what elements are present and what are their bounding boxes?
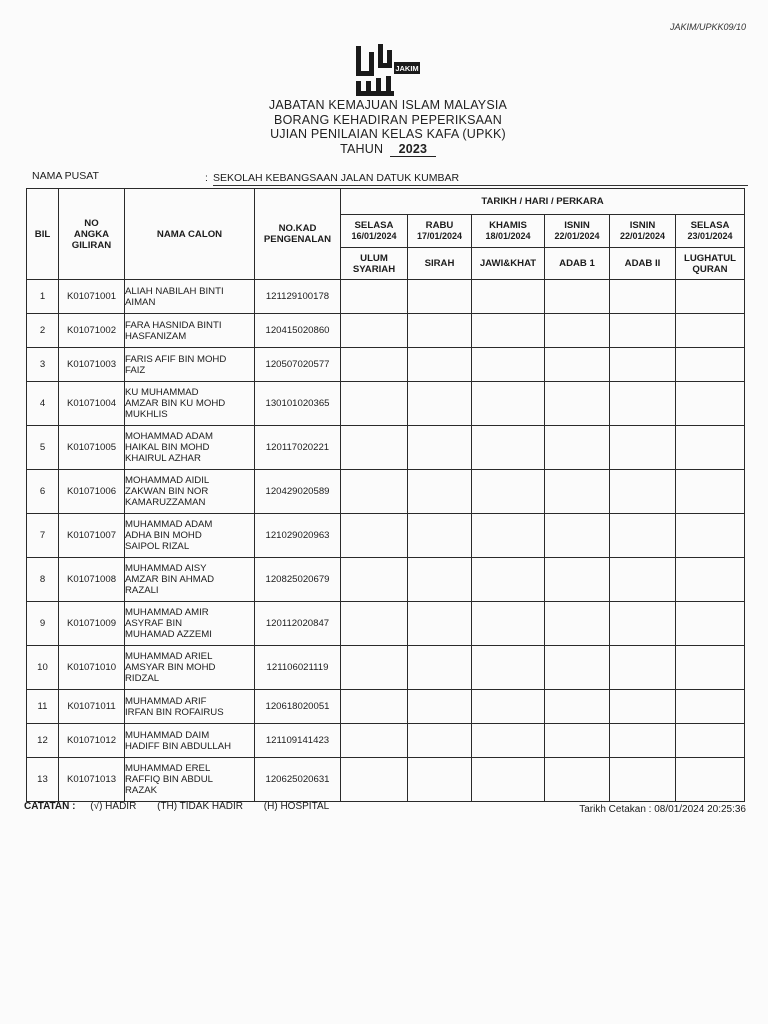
attendance-cell — [545, 470, 610, 514]
attendance-cell — [472, 280, 545, 314]
candidate-row — [27, 724, 745, 758]
candidate-number: K01071013 — [59, 758, 125, 802]
candidate-name: MUHAMMAD AMIR ASYRAF BIN MUHAMAD AZZEMI — [125, 602, 255, 646]
attendance-cell — [545, 314, 610, 348]
candidate-row — [27, 382, 745, 426]
ic-number: 121109141423 — [255, 724, 341, 758]
attendance-cell — [472, 724, 545, 758]
exam-subject-header: ADAB II — [610, 248, 676, 280]
row-number: 11 — [27, 690, 59, 724]
exam-day-header: SELASA 16/01/2024 — [341, 215, 408, 248]
center-name-separator: : — [205, 172, 208, 184]
row-number: 7 — [27, 514, 59, 558]
attendance-cell — [341, 558, 408, 602]
row-number: 2 — [27, 314, 59, 348]
candidate-number: K01071010 — [59, 646, 125, 690]
attendance-cell — [408, 514, 472, 558]
candidate-number: K01071009 — [59, 602, 125, 646]
attendance-cell — [408, 470, 472, 514]
header-date-group: TARIKH / HARI / PERKARA — [341, 189, 745, 215]
ic-number: 121129100178 — [255, 280, 341, 314]
candidate-name: MUHAMMAD AISY AMZAR BIN AHMAD RAZALI — [125, 558, 255, 602]
candidate-number: K01071006 — [59, 470, 125, 514]
attendance-cell — [545, 724, 610, 758]
attendance-cell — [545, 426, 610, 470]
attendance-cell — [676, 470, 745, 514]
candidate-row — [27, 558, 745, 602]
attendance-cell — [341, 280, 408, 314]
candidate-row — [27, 758, 745, 802]
candidate-number: K01071002 — [59, 314, 125, 348]
candidate-name: FARA HASNIDA BINTI HASFANIZAM — [125, 314, 255, 348]
attendance-cell — [408, 348, 472, 382]
candidate-name: MUHAMMAD ARIF IRFAN BIN ROFAIRUS — [125, 690, 255, 724]
attendance-cell — [341, 758, 408, 802]
attendance-cell — [610, 724, 676, 758]
attendance-cell — [472, 514, 545, 558]
candidate-row — [27, 314, 745, 348]
header-agency: JABATAN KEMAJUAN ISLAM MALAYSIA — [268, 98, 508, 112]
candidate-row — [27, 646, 745, 690]
candidate-name: MOHAMMAD AIDIL ZAKWAN BIN NOR KAMARUZZAMAN — [125, 470, 255, 514]
attendance-cell — [676, 514, 745, 558]
row-number: 3 — [27, 348, 59, 382]
candidate-name: MOHAMMAD ADAM HAIKAL BIN MOHD KHAIRUL AZHAR — [125, 426, 255, 470]
attendance-cell — [472, 314, 545, 348]
note-label: CATATAN : — [24, 801, 76, 812]
attendance-cell — [408, 558, 472, 602]
exam-subject-header: ULUM SYARIAH — [341, 248, 408, 280]
header-year-line — [340, 142, 436, 158]
candidate-name: ALIAH NABILAH BINTI AIMAN — [125, 280, 255, 314]
row-number: 6 — [27, 470, 59, 514]
attendance-cell — [341, 602, 408, 646]
legend-hadir: (√) HADIR — [90, 801, 137, 812]
candidate-number: K01071005 — [59, 426, 125, 470]
attendance-cell — [676, 382, 745, 426]
svg-text:JAKIM: JAKIM — [395, 64, 419, 73]
attendance-cell — [408, 280, 472, 314]
attendance-cell — [545, 348, 610, 382]
candidate-name: MUHAMMAD ADAM ADHA BIN MOHD SAIPOL RIZAL — [125, 514, 255, 558]
attendance-cell — [545, 646, 610, 690]
exam-day-header: ISNIN 22/01/2024 — [610, 215, 676, 248]
attendance-cell — [472, 348, 545, 382]
candidate-row — [27, 426, 745, 470]
attendance-cell — [610, 690, 676, 724]
year-label: TAHUN — [340, 141, 384, 156]
attendance-cell — [408, 646, 472, 690]
attendance-cell — [676, 602, 745, 646]
attendance-cell — [408, 382, 472, 426]
exam-day-header: ISNIN 22/01/2024 — [545, 215, 610, 248]
ic-number: 120507020577 — [255, 348, 341, 382]
attendance-cell — [472, 690, 545, 724]
header-exam-title: UJIAN PENILAIAN KELAS KAFA (UPKK) — [270, 127, 506, 141]
attendance-cell — [472, 558, 545, 602]
print-timestamp: Tarikh Cetakan : 08/01/2024 20:25:36 — [579, 804, 746, 815]
legend-note — [24, 801, 347, 812]
candidate-name: MUHAMMAD ARIEL AMSYAR BIN MOHD RIDZAL — [125, 646, 255, 690]
attendance-cell — [545, 690, 610, 724]
ic-number: 121029020963 — [255, 514, 341, 558]
ic-number: 120112020847 — [255, 602, 341, 646]
candidate-name: KU MUHAMMAD AMZAR BIN KU MOHD MUKHLIS — [125, 382, 255, 426]
attendance-cell — [545, 558, 610, 602]
attendance-cell — [472, 426, 545, 470]
attendance-cell — [545, 602, 610, 646]
ic-number: 120415020860 — [255, 314, 341, 348]
candidate-row — [27, 470, 745, 514]
attendance-cell — [676, 426, 745, 470]
ic-number: 120625020631 — [255, 758, 341, 802]
row-number: 1 — [27, 280, 59, 314]
attendance-cell — [676, 558, 745, 602]
attendance-cell — [341, 724, 408, 758]
attendance-cell — [610, 514, 676, 558]
center-name-value: SEKOLAH KEBANGSAAN JALAN DATUK KUMBAR — [213, 172, 748, 186]
attendance-cell — [676, 314, 745, 348]
header-nama-calon: NAMA CALON — [125, 189, 255, 280]
candidate-row — [27, 602, 745, 646]
attendance-cell — [610, 426, 676, 470]
attendance-cell — [610, 314, 676, 348]
attendance-cell — [408, 758, 472, 802]
candidate-number: K01071001 — [59, 280, 125, 314]
ic-number: 120825020679 — [255, 558, 341, 602]
attendance-cell — [472, 602, 545, 646]
attendance-cell — [610, 382, 676, 426]
attendance-cell — [341, 426, 408, 470]
attendance-cell — [408, 690, 472, 724]
candidate-number: K01071008 — [59, 558, 125, 602]
header-kad-pengenalan: NO.KAD PENGENALAN — [255, 189, 341, 280]
exam-subject-header: LUGHATUL QURAN — [676, 248, 745, 280]
attendance-cell — [341, 348, 408, 382]
attendance-cell — [545, 382, 610, 426]
attendance-cell — [610, 758, 676, 802]
candidate-row — [27, 690, 745, 724]
year-value: 2023 — [390, 142, 436, 158]
attendance-cell — [676, 348, 745, 382]
attendance-cell — [610, 348, 676, 382]
ic-number: 120429020589 — [255, 470, 341, 514]
candidate-name: MUHAMMAD EREL RAFFIQ BIN ABDUL RAZAK — [125, 758, 255, 802]
header-giliran: NO ANGKA GILIRAN — [59, 189, 125, 280]
ic-number: 120117020221 — [255, 426, 341, 470]
row-number: 4 — [27, 382, 59, 426]
attendance-cell — [610, 602, 676, 646]
attendance-cell — [676, 280, 745, 314]
jakim-logo — [354, 42, 424, 98]
candidate-number: K01071011 — [59, 690, 125, 724]
attendance-cell — [472, 646, 545, 690]
ic-number: 130101020365 — [255, 382, 341, 426]
candidate-name: MUHAMMAD DAIM HADIFF BIN ABDULLAH — [125, 724, 255, 758]
attendance-cell — [545, 280, 610, 314]
attendance-cell — [610, 470, 676, 514]
document-header — [0, 98, 768, 157]
row-number: 10 — [27, 646, 59, 690]
candidate-row — [27, 348, 745, 382]
candidate-number: K01071004 — [59, 382, 125, 426]
attendance-cell — [610, 280, 676, 314]
exam-subject-header: SIRAH — [408, 248, 472, 280]
row-number: 13 — [27, 758, 59, 802]
candidate-number: K01071003 — [59, 348, 125, 382]
header-bil: BIL — [27, 189, 59, 280]
attendance-cell — [545, 514, 610, 558]
attendance-cell — [472, 382, 545, 426]
attendance-cell — [341, 470, 408, 514]
attendance-cell — [676, 724, 745, 758]
attendance-cell — [472, 470, 545, 514]
candidate-row — [27, 514, 745, 558]
row-number: 8 — [27, 558, 59, 602]
attendance-cell — [676, 646, 745, 690]
attendance-cell — [545, 758, 610, 802]
attendance-cell — [341, 382, 408, 426]
attendance-cell — [341, 314, 408, 348]
attendance-cell — [408, 314, 472, 348]
header-form-title: BORANG KEHADIRAN PEPERIKSAAN — [274, 112, 502, 127]
ic-number: 120618020051 — [255, 690, 341, 724]
legend-tidak-hadir: (TH) TIDAK HADIR — [157, 801, 244, 812]
row-number: 5 — [27, 426, 59, 470]
attendance-table — [26, 188, 745, 802]
exam-subject-header: JAWI&KHAT — [472, 248, 545, 280]
attendance-cell — [676, 690, 745, 724]
attendance-cell — [408, 602, 472, 646]
center-name-label: NAMA PUSAT — [32, 170, 99, 182]
row-number: 9 — [27, 602, 59, 646]
candidate-row — [27, 280, 745, 314]
attendance-cell — [610, 558, 676, 602]
candidate-name: FARIS AFIF BIN MOHD FAIZ — [125, 348, 255, 382]
attendance-cell — [341, 646, 408, 690]
attendance-cell — [472, 758, 545, 802]
attendance-cell — [408, 426, 472, 470]
exam-day-header: KHAMIS 18/01/2024 — [472, 215, 545, 248]
exam-day-header: RABU 17/01/2024 — [408, 215, 472, 248]
document-code: JAKIM/UPKK09/10 — [669, 22, 746, 32]
attendance-cell — [676, 758, 745, 802]
attendance-cell — [341, 690, 408, 724]
attendance-cell — [408, 724, 472, 758]
attendance-cell — [610, 646, 676, 690]
ic-number: 121106021119 — [255, 646, 341, 690]
exam-subject-header: ADAB 1 — [545, 248, 610, 280]
candidate-number: K01071007 — [59, 514, 125, 558]
legend-hospital: (H) HOSPITAL — [263, 801, 330, 812]
attendance-cell — [341, 514, 408, 558]
candidate-number: K01071012 — [59, 724, 125, 758]
exam-day-header: SELASA 23/01/2024 — [676, 215, 745, 248]
row-number: 12 — [27, 724, 59, 758]
